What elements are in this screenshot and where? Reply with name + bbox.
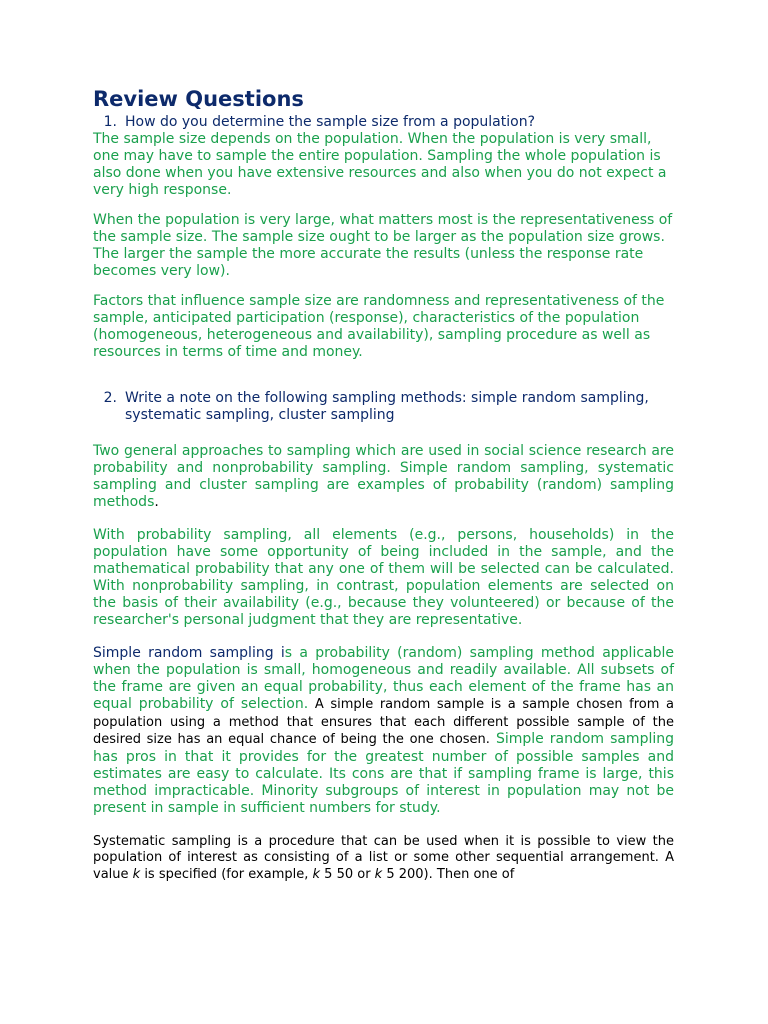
systematic-k-3: k: [374, 866, 383, 882]
srs-definition: s a probability (random) sampling method applicable when the population is small, homogeneous and readily available. All subsets of the frame are given an equal probability, thus each element of the frame has an equal probability of selection.: [93, 645, 675, 712]
question-1-text: How do you determine the sample size from a population?: [125, 114, 536, 130]
answer-2-paragraph-1: [93, 443, 674, 511]
systematic-k-1: k: [132, 866, 141, 882]
systematic-text-b: is specified (for example,: [140, 866, 313, 882]
question-2-number: 2.: [103, 390, 117, 406]
question-2-text: Write a note on the following sampling methods: simple random sampling, systematic sampling, cluster sampling: [125, 390, 649, 423]
answer-2-paragraph-3: [93, 645, 674, 817]
answer-2-paragraph-2: With probability sampling, all elements (e.g., persons, households) in the population have some opportunity of being included in the sample, and the mathematical probability that any one of them will be selected can be calculated. With nonprobability sampling, in contrast, population elements are selected on the basis of their availability (e.g., because they volunteered) or because of the researcher's personal judgment that they are representative.: [93, 527, 674, 628]
answer-1-paragraph-2: When the population is very large, what matters most is the representativeness of the sample size. The sample size ought to be larger as the population size grows. The larger the sample the more accurate the results (unless the response rate becomes very low).: [93, 212, 673, 279]
systematic-text-d: 5 200). Then one of: [382, 866, 515, 882]
page-title: Review Questions: [93, 87, 304, 111]
question-1: [93, 114, 674, 131]
systematic-text-c: 5 50 or: [320, 866, 375, 882]
systematic-text-a: Systematic sampling is a procedure that can be used when it is possible to view the population of interest as consisting of a list or some other sequential arrangement. A value: [93, 833, 674, 882]
srs-term: Simple random sampling i: [93, 645, 285, 661]
answer-2-paragraph-1-end: .: [154, 494, 159, 510]
answer-2-paragraph-1-text: Two general approaches to sampling which are used in social science research are probability and nonprobability sampling. Simple random sampling, systematic sampling and cluster sampling are examples of probability (random) sampling methods: [93, 443, 674, 510]
systematic-k-2: k: [312, 866, 321, 882]
srs-pros-cons: Simple random sampling has pros in that it provides for the greatest number of possible samples and estimates are easy to calculate. Its cons are that if sampling frame is large, this method impracticable. Minority subgroups of interest in population may not be present in sample in sufficient numbers for study.: [93, 731, 674, 816]
question-2: [93, 390, 674, 424]
answer-1-paragraph-3: Factors that influence sample size are randomness and representativeness of the sample, anticipated participation (response), characteristics of the population (homogeneous, heterogeneous and availability), sampling procedure as well as resources in terms of time and money.: [93, 293, 665, 360]
srs-sample-explanation: A simple random sample is a sample chosen from a population using a method that ensures that each different possible sample of the desired size has an equal chance of being the one chosen.: [93, 697, 674, 747]
question-1-number: 1.: [103, 114, 117, 130]
answer-1-paragraph-1: The sample size depends on the population. When the population is very small, one may have to sample the entire population. Sampling the whole population is also done when you have extensive resources and also when you do not expect a very high response.: [93, 131, 667, 198]
answer-2-paragraph-4: [93, 834, 674, 884]
document-page: [93, 84, 674, 896]
